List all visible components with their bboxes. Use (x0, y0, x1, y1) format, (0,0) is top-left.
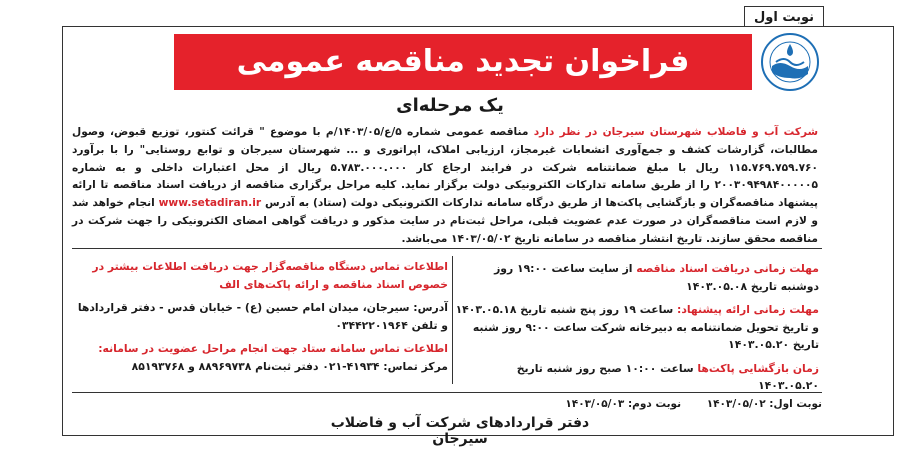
contact-address: آدرس: سیرجان، میدان امام حسین (ع) - خیابان قدس - دفتر قراردادها و تلفن ۰۳۴۴۲۲۰۱۹۶۴ (77, 301, 448, 332)
opening-time-label: زمان بازگشایی پاکت‌ها (697, 361, 819, 375)
tender-subtitle: یک مرحله‌ای (396, 95, 504, 116)
offer-deadline-text: ساعت ۱۹ روز پنج شنبه تاریخ ۱۴۰۳.۰۵.۱۸ و تاریخ تحویل ضمانتنامه به دبیرخانه شرکت ساعت ۹:۰۰ روز شنبه تاریخ ۱۴۰۳.۰۵.۲۰ (455, 303, 819, 351)
announcement-title: فراخوان تجدید مناقصه عمومی (174, 34, 752, 90)
setad-contact-text: مرکز تماس: ۴۱۹۳۴-۰۲۱ دفتر ثبت‌نام ۸۸۹۶۹۷۳۸ و ۸۵۱۹۳۷۶۸ (131, 359, 448, 373)
setad-contact-heading: اطلاعات تماس سامانه ستاد جهت انجام مراحل عضویت در سامانه: (98, 342, 448, 355)
announcement-body (72, 124, 818, 245)
docs-deadline-text: از سایت ساعت ۱۹:۰۰ روز دوشنبه تاریخ ۱۴۰۳.۰۵.۰۸ (494, 262, 819, 293)
deadlines-column (455, 260, 819, 392)
setad-contact (72, 340, 448, 375)
section-divider (72, 248, 822, 249)
publication-dates (72, 398, 822, 416)
opening-time-text: ساعت ۱۰:۰۰ صبح روز شنبه تاریخ ۱۴۰۳.۰۵.۲۰ (516, 361, 819, 392)
footer-office: دفتر قراردادهای شرکت آب و فاضلاب سیرجان (330, 415, 590, 447)
offer-deadline-label: مهلت زمانی ارائه پیشنهاد: (677, 303, 819, 316)
notice-label: نوبت اول (744, 6, 824, 30)
opening-time (455, 360, 819, 395)
setad-link[interactable]: www.setadiran.ir (158, 197, 262, 210)
column-divider (452, 256, 453, 384)
contact-heading: اطلاعات تماس دستگاه مناقصه‌گزار جهت دریافت اطلاعات بیشتر در خصوص اسناد مناقصه و ارائه پاکت‌های الف (92, 260, 448, 291)
body-intro-text: مناقصه عمومی شماره ۵/ع/۱۴۰۳/۰۵/م با موضوع " قرائت کنتور، توزیع قبوض، وصول مطالبات، گزارشات کشف و جمع‌آوری انشعابات غیرمجاز، ارزیابی املاک، اپراتوری و ... شهرستان سیرجان و توابع روستایی" را با برآورد ۱۱۵.۷۶۹.۷۵۹.۷۶۰ ریال با مبلغ ضمانتنامه شرکت در فرایند ارجاع کار ۵.۷۸۳.۰۰۰.۰۰۰ ریال از محل اعتبارات داخلی و به شماره ۲۰۰۳۰۹۴۹۸۴۰۰۰۰۰۵ را از طریق سامانه تدارکات الکترونیکی دولت برگزار نماید. کلیه مراحل برگزاری مناقصه از دریافت اسناد مناقصه تا ارائه پیشنهاد مناقصه‌گران و بازگشایی پاکت‌ها از طریق درگاه سامانه تدارکات الکترونیکی دولت (ستاد) به آدرس (72, 126, 818, 210)
second-publication-date: نوبت دوم: ۱۴۰۳/۰۵/۰۳ (565, 398, 682, 410)
body-intro-company: شرکت آب و فاضلاب شهرستان سیرجان در نظر دارد (533, 126, 818, 138)
docs-deadline-label: مهلت زمانی دریافت اسناد مناقصه (636, 262, 819, 275)
first-publication-date: نوبت اول: ۱۴۰۳/۰۵/۰۲ (706, 398, 822, 410)
docs-deadline (455, 260, 819, 295)
contact-column (72, 258, 448, 384)
water-company-logo-icon (760, 32, 820, 92)
body-outro-text: انجام خواهد شد و لازم است مناقصه‌گران در صورت عدم عضویت قبلی، مراحل ثبت‌نام در سایت مذکور و دریافت گواهی امضای الکترونیکی را جهت شرکت در مناقصه محقق سازند. تاریخ انتشار مناقصه در سامانه تاریخ ۱۴۰۳/۰۵/۰۲ می‌باشد. (72, 197, 818, 245)
offer-deadline (455, 301, 819, 354)
